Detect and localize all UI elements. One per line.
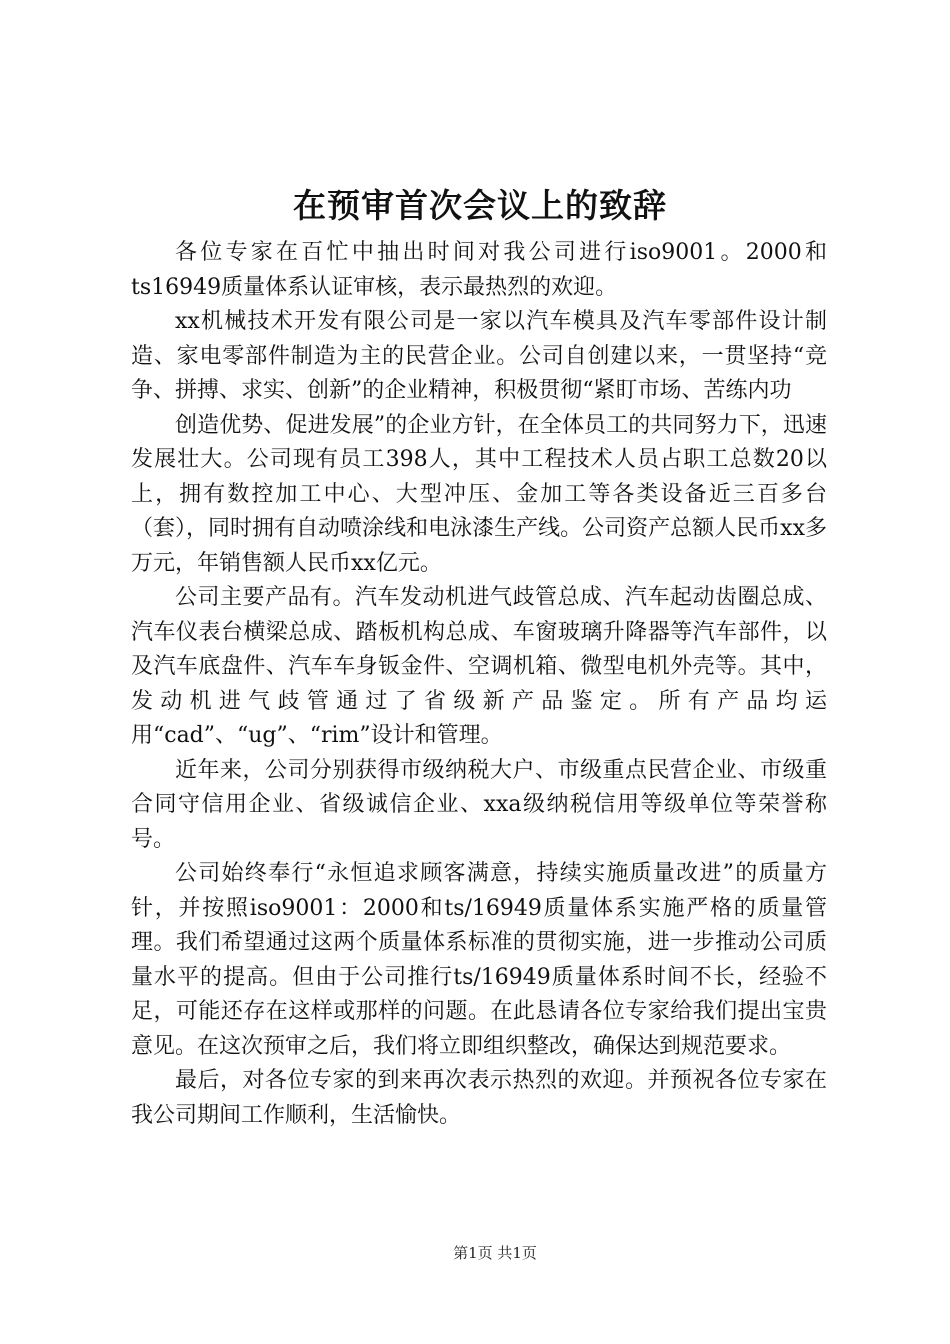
paragraph-products: 公司主要产品有。汽车发动机进气歧管总成、汽车起动齿圈总成、汽车仪表台横梁总成、踏板机构总成、车窗玻璃升降器等汽车部件，以及汽车底盘件、汽车车身钣金件、空调机箱、微型电机外壳等。其中，发动机进气歧管通过了省级新产品鉴定。所有产品均运用“cad”、“ug”、“rim”设计和管理。 <box>131 585 827 748</box>
paragraph-quality-policy: 公司始终奉行“永恒追求顾客满意，持续实施质量改进”的质量方针，并按照iso9001：2000和ts/16949质量体系实施严格的质量管理。我们希望通过这两个质量体系标准的贯彻实施，进一步推动公司质量水平的提高。但由于公司推行ts/16949质量体系时间不长，经验不足，可能还存在这样或那样的问题。在此恳请各位专家给我们提出宝贵意见。在这次预审之后，我们将立即组织整改，确保达到规范要求。 <box>131 861 827 1059</box>
document-title: 在预审首次会议上的致辞 <box>293 186 667 225</box>
paragraph-closing: 最后，对各位专家的到来再次表示热烈的欢迎。并预祝各位专家在我公司期间工作顺利，生活愉快。 <box>131 1068 827 1128</box>
paragraph-welcome: 各位专家在百忙中抽出时间对我公司进行iso9001。2000和ts16949质量体系认证审核，表示最热烈的欢迎。 <box>131 240 827 300</box>
paragraph-honors: 近年来，公司分别获得市级纳税大户、市级重点民营企业、市级重合同守信用企业、省级诚信企业、xxa级纳税信用等级单位等荣誉称号。 <box>131 757 827 852</box>
document-body <box>131 236 827 1133</box>
paragraph-company-intro: xx机械技术开发有限公司是一家以汽车模具及汽车零部件设计制造、家电零部件制造为主的民营企业。公司自创建以来，一贯坚持“竞争、拼搏、求实、创新”的企业精神，积极贯彻“紧盯市场、苦练内功 <box>131 309 827 403</box>
paragraph-company-growth: 创造优势、促进发展”的企业方针，在全体员工的共同努力下，迅速发展壮大。公司现有员工398人，其中工程技术人员占职工总数20以上，拥有数控加工中心、大型冲压、金加工等各类设备近三百多台（套），同时拥有自动喷涂线和电泳漆生产线。公司资产总额人民币xx多万元，年销售额人民币xx亿元。 <box>131 412 827 576</box>
page-footer: 第1页 共1页 <box>453 1244 537 1262</box>
